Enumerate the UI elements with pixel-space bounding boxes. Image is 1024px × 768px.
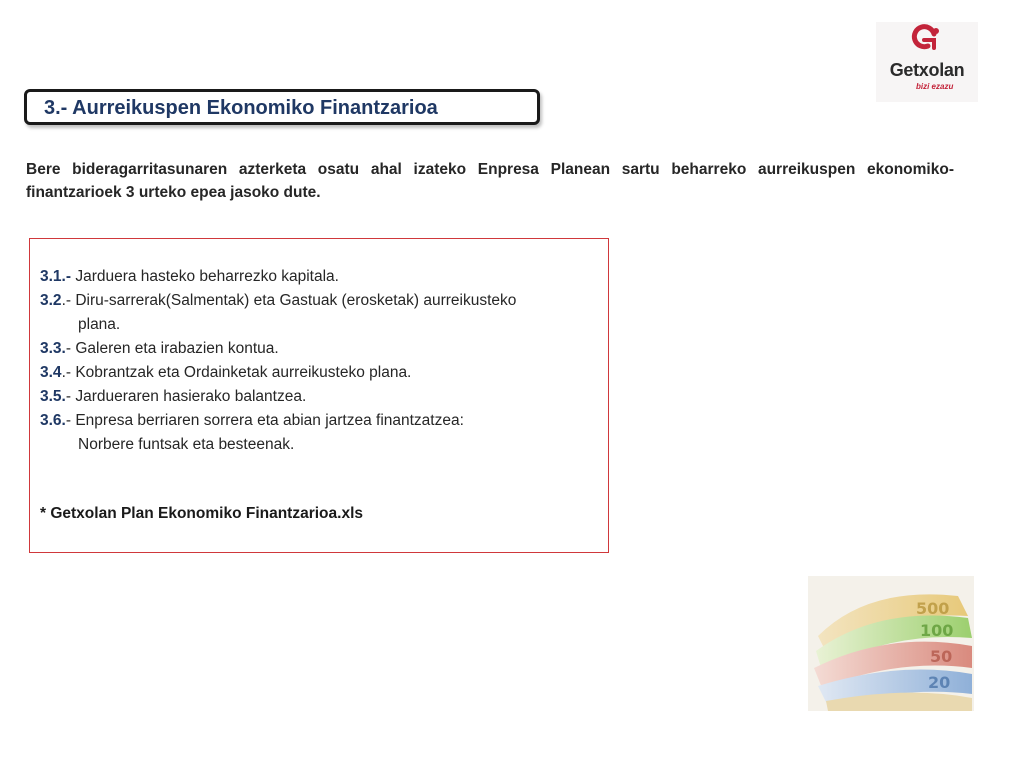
list-item [40, 409, 599, 457]
svg-text:500: 500 [916, 599, 950, 618]
list-item [40, 337, 599, 361]
item-text: - Enpresa berriaren sorrera eta abian jartzea finantzatzea: [65, 412, 464, 429]
euro-banknotes-image [808, 576, 974, 711]
section-title-box [24, 89, 540, 125]
svg-text:50: 50 [930, 647, 953, 666]
item-number: 3.6. [40, 412, 66, 429]
item-text: Jarduera hasteko beharrezko kapitala. [71, 268, 339, 285]
spreadsheet-file-note: * Getxolan Plan Ekonomiko Finantzarioa.xls [40, 505, 363, 522]
logo-text: Getxolan [889, 60, 965, 80]
item-text: .- Diru-sarrerak(Salmentak) eta Gastuak (erosketak) aurreikusteko [61, 292, 517, 309]
svg-text:100: 100 [920, 621, 954, 640]
list-item [40, 385, 599, 409]
item-number: 3.5. [40, 388, 66, 405]
item-text: .- Kobrantzak eta Ordainketak aurreikusteko plana. [61, 364, 412, 381]
item-number: 3.1.- [40, 268, 72, 285]
item-number: 3.4 [40, 364, 62, 381]
list-item [40, 361, 599, 385]
getxolan-logo [876, 22, 978, 102]
item-text: - Galeren eta irabazien kontua. [65, 340, 279, 357]
list-item [40, 289, 599, 337]
logo-tagline: bizi ezazu [916, 82, 954, 91]
contents-list [40, 265, 599, 457]
intro-paragraph: Bere bideragarritasunaren azterketa osatu ahal izateko Enpresa Planean sartu beharreko aurreikuspen ekonomiko-finantzarioek 3 urteko epea jasoko dute. [26, 161, 954, 201]
contents-box [29, 238, 609, 553]
item-text: - Jardueraren hasierako balantzea. [65, 388, 307, 405]
item-continuation: plana. [78, 316, 121, 333]
item-number: 3.2 [40, 292, 62, 309]
item-continuation: Norbere funtsak eta besteenak. [78, 436, 295, 453]
svg-text:20: 20 [928, 673, 951, 692]
section-title: 3.- Aurreikuspen Ekonomiko Finantzarioa [44, 97, 438, 119]
list-item [40, 265, 599, 289]
item-number: 3.3. [40, 340, 66, 357]
